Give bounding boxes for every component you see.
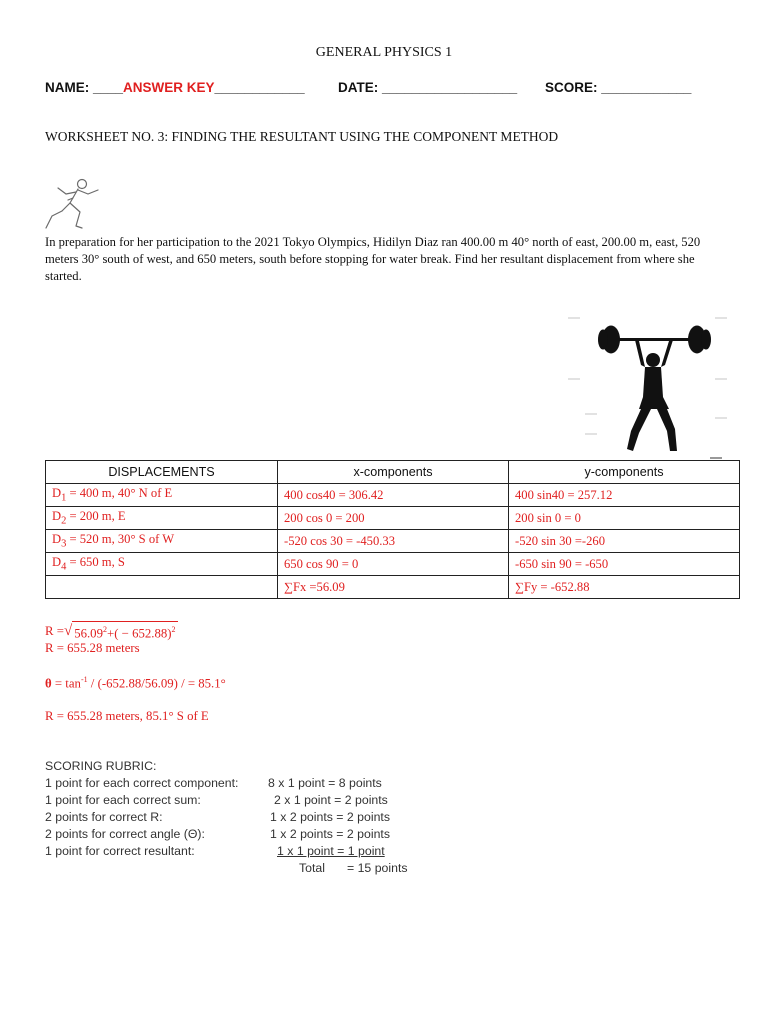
rubric-row: 1 point for each correct component: 8 x 1 point = 8 points (45, 776, 382, 790)
x-component-cell: 200 cos 0 = 200 (278, 507, 509, 530)
displacement-cell: $D_4 = 650$ m, S (46, 553, 278, 576)
components-table (45, 460, 740, 599)
table-row (46, 553, 740, 576)
name-label: NAME: ____ (45, 80, 124, 95)
angle-calculation: $\theta = \tan^{-1} / (-652.88/56.09)$ / = 85.1° (45, 675, 226, 691)
weightlifter-icon (565, 305, 735, 460)
header-y-components: y-components (509, 461, 740, 484)
table-header-row (46, 461, 740, 484)
worksheet-heading: WORKSHEET NO. 3: FINDING THE RESULTANT USING THE COMPONENT METHOD (45, 129, 559, 144)
y-component-cell: 200 sin 0 = 0 (509, 507, 740, 530)
x-component-cell: 400 cos40 = 306.42 (278, 484, 509, 507)
table-row (46, 507, 740, 530)
scoring-rubric (45, 759, 408, 878)
y-component-cell: -520 sin 30 =-260 (509, 530, 740, 553)
displacement-cell: $D_1 = 400$ m, 40° N of E (46, 484, 278, 507)
square-root-icon: √ (63, 622, 73, 639)
table-row (46, 484, 740, 507)
header-x-components: x-components (278, 461, 509, 484)
x-sum-cell: ∑Fx =56.09 (278, 576, 509, 599)
rubric-row: 1 point for each correct sum: 2 x 1 point = 2 points (45, 793, 388, 807)
y-component-cell: -650 sin 90 = -650 (509, 553, 740, 576)
table-row (46, 530, 740, 553)
x-component-cell: -520 cos 30 = -450.33 (278, 530, 509, 553)
final-resultant: R = 655.28 meters, 85.1° S of E (45, 709, 209, 723)
rubric-title: SCORING RUBRIC: (45, 759, 157, 773)
displacement-cell: $D_3 = 520$ m, 30° S of W (46, 530, 278, 553)
name-trailing: ____________ (214, 80, 305, 95)
runner-icon (40, 176, 110, 236)
rubric-total-row: Total = 15 points (299, 861, 408, 875)
table-sum-row (46, 576, 740, 599)
y-component-cell: 400 sin40 = 257.12 (509, 484, 740, 507)
x-component-cell: 650 cos 90 = 0 (278, 553, 509, 576)
rubric-row: 2 points for correct angle (Θ): 1 x 2 points = 2 points (45, 827, 390, 841)
resultant-formula: R = √ $56.09^2+( - 652.88)^2$ (45, 622, 176, 641)
radicand: $56.09^2+( - 652.88)^2$ (72, 621, 177, 641)
resultant-magnitude: R = 655.28 meters (45, 641, 140, 655)
rubric-row: 1 point for correct resultant: 1 x 1 point = 1 point (45, 844, 385, 858)
course-title: GENERAL PHYSICS 1 (315, 45, 453, 60)
date-field[interactable]: DATE: __________________ (338, 80, 518, 95)
problem-statement: In preparation for her participation to the 2021 Tokyo Olympics, Hidilyn Diaz ran 400.00 m 40° north of east, 200.00 m, east, 520 meters 30° south of west, and 650 meters, south before stopping for water break. Find her resultant displacement from where she started. (45, 235, 701, 283)
y-sum-cell: ∑Fy = -652.88 (509, 576, 740, 599)
empty-cell (46, 576, 278, 599)
rubric-row: 2 points for correct R: 1 x 2 points = 2 points (45, 810, 390, 824)
name-value: ANSWER KEY (123, 80, 215, 95)
header-displacements: DISPLACEMENTS (46, 461, 278, 484)
score-field[interactable]: SCORE: ____________ (545, 80, 692, 95)
name-field[interactable] (45, 80, 305, 95)
displacement-cell: $D_2 = 200$ m, E (46, 507, 278, 530)
